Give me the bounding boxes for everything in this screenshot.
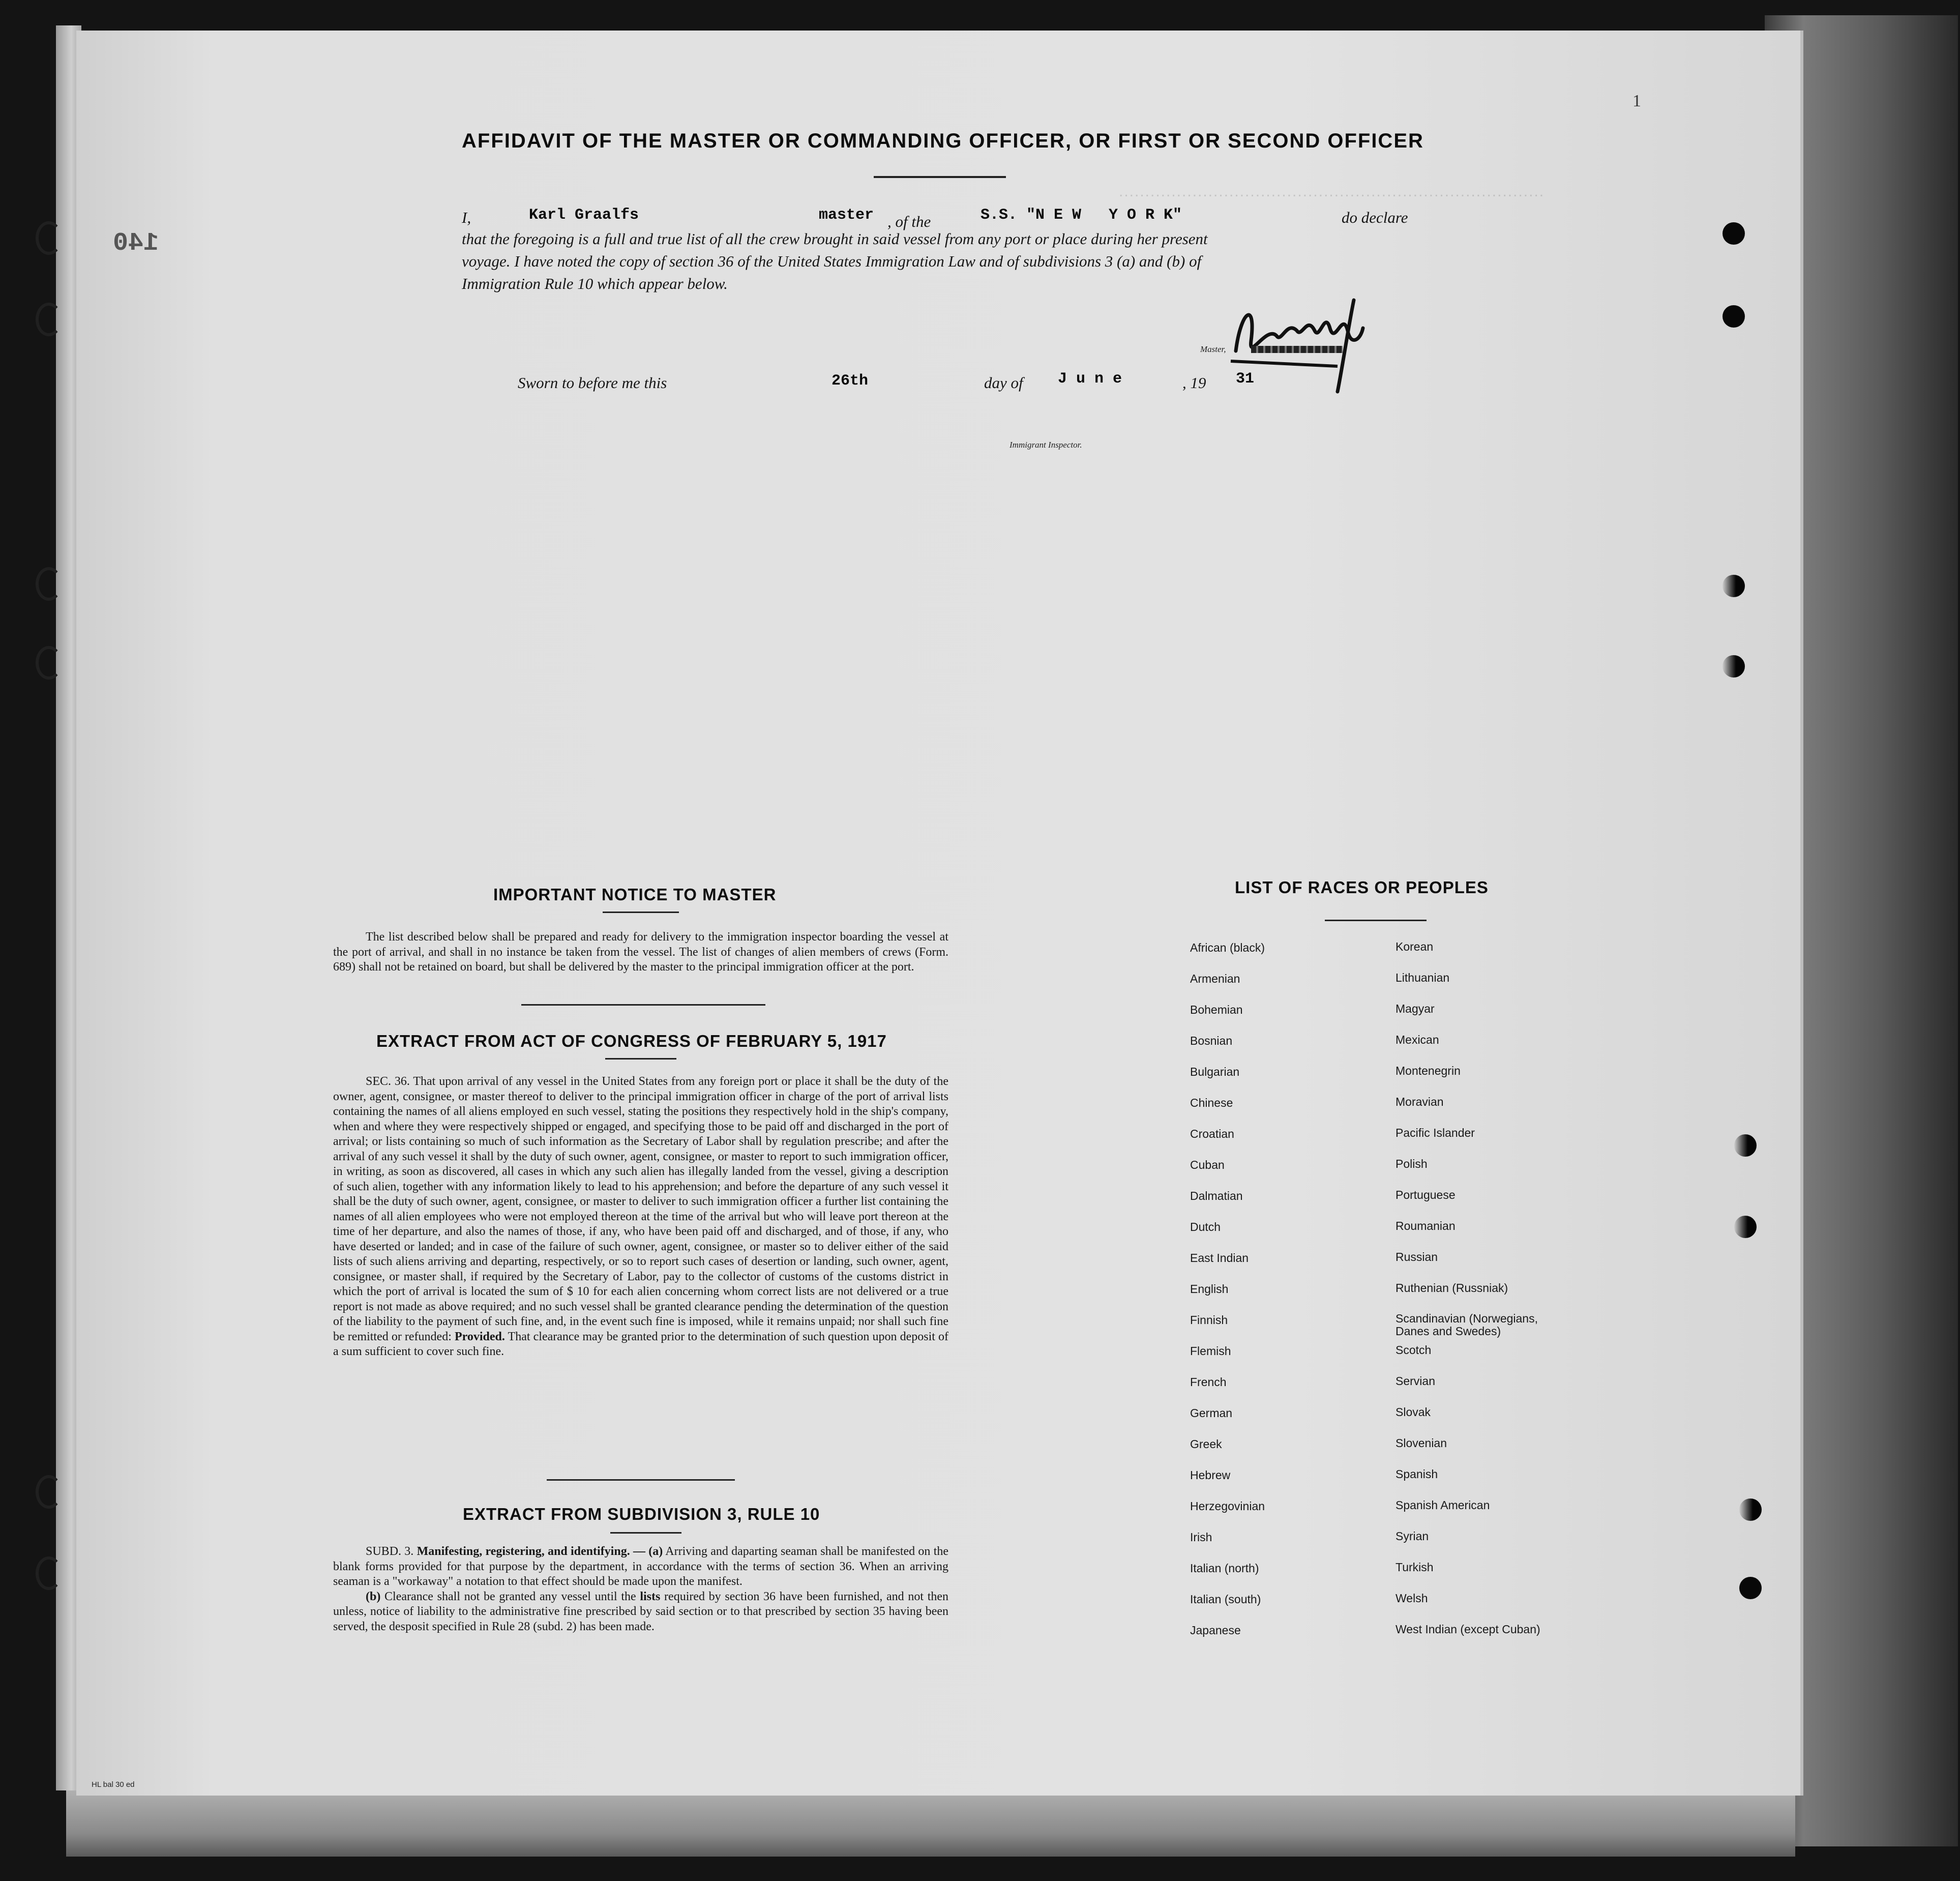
race-item: Lithuanian bbox=[1395, 971, 1450, 984]
race-item: Turkish bbox=[1395, 1561, 1434, 1574]
race-item: Bohemian bbox=[1190, 1003, 1243, 1016]
affidavit-line-2: that the foregoing is a full and true list of all the crew brought in said vessel from any port or place during her present bbox=[462, 230, 1208, 248]
race-item: Korean bbox=[1395, 940, 1434, 953]
race-item: Japanese bbox=[1190, 1624, 1241, 1637]
binder-hole bbox=[1739, 1498, 1762, 1521]
race-item: African (black) bbox=[1190, 941, 1265, 954]
affidavit-intro: I, bbox=[462, 209, 471, 226]
rule-rule bbox=[610, 1532, 681, 1534]
race-item: Magyar bbox=[1395, 1002, 1435, 1015]
binder-hole bbox=[1723, 305, 1745, 328]
master-name: Karl Graalfs bbox=[529, 207, 639, 224]
race-item: Finnish bbox=[1190, 1313, 1228, 1327]
race-item: Irish bbox=[1190, 1531, 1212, 1544]
race-item: Scandinavian (Norwegians, Danes and Swedes) bbox=[1395, 1312, 1538, 1338]
race-item: Cuban bbox=[1190, 1158, 1225, 1171]
affidavit-line-3: voyage. I have noted the copy of section 36 of the United States Immigration Law and of subdivisions 3 (a) and (b) of bbox=[462, 252, 1202, 270]
binder-hole bbox=[1723, 655, 1745, 678]
race-item: Greek bbox=[1190, 1437, 1222, 1451]
races-title: LIST OF RACES OR PEOPLES bbox=[1235, 878, 1489, 897]
binder-hole bbox=[1734, 1134, 1757, 1157]
binder-hole bbox=[1734, 1216, 1757, 1238]
affidavit-line-4: Immigration Rule 10 which appear below. bbox=[462, 275, 728, 292]
race-item: Moravian bbox=[1395, 1095, 1444, 1108]
sworn-month: J u n e bbox=[1058, 370, 1122, 388]
section-divider bbox=[521, 1004, 765, 1006]
document-page bbox=[76, 31, 1803, 1796]
do-declare-text: do declare bbox=[1342, 209, 1408, 226]
sworn-year: 31 bbox=[1236, 370, 1255, 388]
race-item: Ruthenian (Russniak) bbox=[1395, 1281, 1508, 1295]
binder-hole bbox=[1723, 575, 1745, 597]
act-title: EXTRACT FROM ACT OF CONGRESS OF FEBRUARY 5, 1917 bbox=[376, 1032, 887, 1050]
rule-text: SUBD. 3. Manifesting, registering, and identifying. — (a) Arriving and daparting seaman shall be manifested on the blank forms provided for that purpose by the department, in accordance with the terms of section 36. When an arriving seaman is a "workaway" a notation to that effect should be made upon the manifest. (b) Clearance shall not be granted any vessel until the lists required by section 36 have been furnished, and not then unless, notice of liability to the administrative fine prescribed by said section or to that prescribed by section 35 having been served, the desposit specified in Rule 28 (subd. 2) has been made. bbox=[333, 1545, 949, 1633]
races-rule bbox=[1325, 920, 1427, 921]
race-item: Slovenian bbox=[1395, 1436, 1447, 1450]
race-item: East Indian bbox=[1190, 1251, 1249, 1265]
rank: master bbox=[819, 207, 874, 224]
race-item: Dutch bbox=[1190, 1220, 1221, 1233]
year-prefix: , 19 bbox=[1182, 374, 1206, 392]
binder-hole bbox=[1723, 222, 1745, 245]
binder-hole bbox=[36, 1556, 62, 1590]
binder-hole bbox=[36, 303, 62, 336]
race-item: Chinese bbox=[1190, 1096, 1233, 1109]
binder-hole bbox=[36, 567, 62, 601]
of-the-text: , of the bbox=[887, 213, 931, 230]
act-rule bbox=[605, 1058, 676, 1060]
race-item: Polish bbox=[1395, 1157, 1428, 1170]
race-item: Dalmatian bbox=[1190, 1189, 1243, 1202]
race-item: Syrian bbox=[1395, 1530, 1429, 1543]
race-item: Spanish American bbox=[1395, 1498, 1490, 1512]
page-stamp: 140 bbox=[113, 229, 159, 258]
race-item: Servian bbox=[1395, 1374, 1435, 1388]
race-item: Mexican bbox=[1395, 1033, 1439, 1046]
sworn-day: 26th bbox=[831, 372, 869, 390]
race-item: Montenegrin bbox=[1395, 1064, 1461, 1077]
day-of-text: day of bbox=[984, 374, 1023, 392]
binder-hole bbox=[36, 646, 62, 680]
race-item: Spanish bbox=[1395, 1467, 1438, 1481]
act-text: SEC. 36. That upon arrival of any vessel in the United States from any foreign port or place it shall be the duty of the owner, agent, consignee, or master thereof to deliver to the principal immigration officer in charge of the port of arrival lists containing the names of all aliens employed en such vessel, stating the positions they respectively hold in the ship's company, when and where they were respectively shipped or engaged, and specifying those to be paid off and discharged in the port of arrival; or lists containing so much of such information as the Secretary of Labor shall by regulation prescribe; and after the arrival of any such vessel it shall by the duty of such owner, agent, consignee, or master to report to such immigration officer, in writing, as soon as discovered, all cases in which any such alien has illegally landed from the vessel, giving a description of such alien, together with any information likely to lead to his apprehension; and before the departure of any such vessel it shall be the duty of such owner, agent, consignee, or master to deliver to such immigration officer a further list containing the names of all alien employees who were not employed thereon at the time of the arrival but who will leave port thereon at the time of her departure, and also the names of those, if any, who have been paid off and discharged, and of those, if any, who have deserted or landed; and in case of the failure of such owner, agent, consignee, or master so to deliver either of the said lists of such aliens arriving and departing, respectively, or so to report such cases of desertion or landing, such owner, agent, consignee, or master shall, if required by the Secretary of Labor, pay to the collector of customs of the customs district in which the port of arrival is located the sum of $ 10 for each alien concerning whom correct lists are not delivered or a true report is not made as above required; and no such vessel shall be granted clearance pending the determination of the question of the liability to the payment of such fine, and, in the event such fine is imposed, while it remains unpaid; nor shall such fine be remitted or refunded: Provided. That clearance may be granted prior to the determination of such question upon deposit of a sum sufficient to cover such fine. bbox=[333, 1075, 948, 1358]
race-item: English bbox=[1190, 1282, 1229, 1296]
race-item: Bulgarian bbox=[1190, 1065, 1240, 1078]
race-item: Flemish bbox=[1190, 1344, 1231, 1358]
race-item: Roumanian bbox=[1395, 1219, 1456, 1232]
race-item: West Indian (except Cuban) bbox=[1395, 1623, 1540, 1636]
binder-hole bbox=[36, 1475, 62, 1509]
race-item: Russian bbox=[1395, 1250, 1438, 1263]
race-item: Croatian bbox=[1190, 1127, 1234, 1140]
section-divider bbox=[547, 1479, 735, 1481]
struck-out-title bbox=[1251, 346, 1343, 353]
race-item: Portuguese bbox=[1395, 1188, 1456, 1201]
race-item: Scotch bbox=[1395, 1343, 1432, 1357]
affidavit-title: AFFIDAVIT OF THE MASTER OR COMMANDING OFFICER, OR FIRST OR SECOND OFFICER bbox=[462, 130, 1424, 152]
corner-mark: 1 bbox=[1632, 92, 1641, 110]
form-code: HL bal 30 ed bbox=[92, 1780, 135, 1789]
rule-title: EXTRACT FROM SUBDIVISION 3, RULE 10 bbox=[463, 1505, 820, 1523]
notice-rule bbox=[603, 912, 679, 913]
notice-text: The list described below shall be prepared and ready for delivery to the immigration inspector boarding the vessel at the port of arrival, and shall in no instance be taken from the vessel. The list of changes of alien members of crews (Form. 689) shall not be retained on board, but shall be delivered by the master to the principal immigration officer at the port. bbox=[333, 930, 948, 974]
sworn-text: Sworn to before me this bbox=[518, 374, 667, 392]
binder-hole bbox=[36, 221, 62, 255]
race-item: Herzegovinian bbox=[1190, 1500, 1265, 1513]
race-item: French bbox=[1190, 1375, 1227, 1389]
inspector-caption: Immigrant Inspector. bbox=[1009, 440, 1082, 450]
race-item: Pacific Islander bbox=[1395, 1126, 1475, 1139]
vessel-name: S.S. "N E W Y O R K" bbox=[981, 207, 1182, 224]
race-item: Bosnian bbox=[1190, 1034, 1233, 1047]
race-item: Italian (south) bbox=[1190, 1593, 1261, 1606]
race-item: Slovak bbox=[1395, 1405, 1431, 1419]
race-item: Hebrew bbox=[1190, 1468, 1231, 1482]
race-item: Welsh bbox=[1395, 1592, 1428, 1605]
show-through-text: ................................................................................. bbox=[1119, 183, 1545, 200]
race-item: Italian (north) bbox=[1190, 1562, 1259, 1575]
signature-caption: Master, bbox=[1200, 344, 1226, 354]
race-item: Armenian bbox=[1190, 972, 1240, 985]
notice-title: IMPORTANT NOTICE TO MASTER bbox=[493, 885, 777, 904]
race-item: German bbox=[1190, 1406, 1233, 1420]
binder-hole bbox=[1739, 1577, 1762, 1599]
title-rule bbox=[874, 176, 1006, 178]
